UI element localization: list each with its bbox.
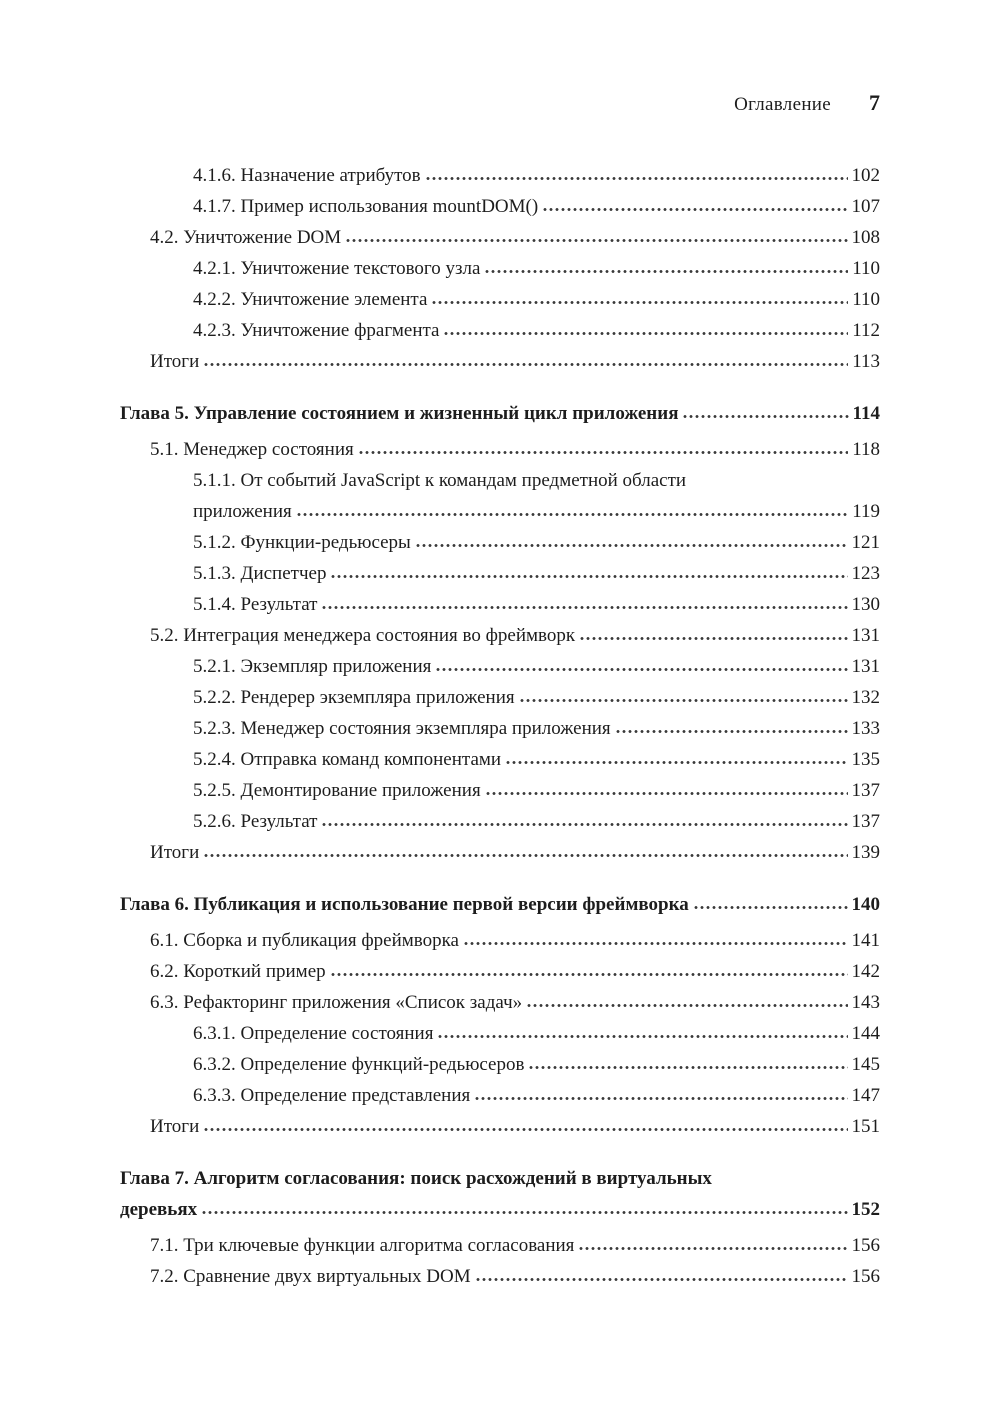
dot-leader xyxy=(202,1210,847,1215)
toc-entry xyxy=(120,987,880,1018)
dot-leader xyxy=(543,207,847,212)
toc-entry xyxy=(120,775,880,806)
toc-entry xyxy=(120,1111,880,1142)
toc-entry xyxy=(120,558,880,589)
toc-entry xyxy=(120,346,880,377)
toc-entry-title: 6.1. Сборка и публикация фреймворка xyxy=(150,930,459,951)
toc-entry xyxy=(120,1080,880,1111)
toc-entry-page-number: 139 xyxy=(851,842,880,863)
toc-entry xyxy=(120,925,880,956)
dot-leader xyxy=(520,698,848,703)
dot-leader xyxy=(436,667,847,672)
toc-entry-page-number: 143 xyxy=(851,992,880,1013)
dot-leader xyxy=(485,269,848,274)
toc-entry-title: 5.2.3. Менеджер состояния экземпляра приложения xyxy=(193,718,611,739)
toc-entry-title: 4.1.6. Назначение атрибутов xyxy=(193,165,421,186)
toc-entry-title: Итоги xyxy=(150,351,200,372)
toc-entry-page-number: 137 xyxy=(851,811,880,832)
toc-entry xyxy=(120,713,880,744)
toc-entry-page-number: 135 xyxy=(851,749,880,770)
dot-leader xyxy=(444,331,848,336)
header-page-number: 7 xyxy=(869,90,880,115)
toc-entry-title: 6.3. Рефакторинг приложения «Список задач» xyxy=(150,992,523,1013)
toc-entry xyxy=(120,806,880,837)
dot-leader xyxy=(322,822,847,827)
toc-entry-page-number: 156 xyxy=(851,1235,880,1256)
toc-entry-page-number: 108 xyxy=(851,227,880,248)
toc-entry xyxy=(120,620,880,651)
toc-chapter-entry xyxy=(120,1163,880,1225)
toc-entry xyxy=(120,160,880,191)
toc-entry-page-number: 119 xyxy=(852,501,880,522)
dot-leader xyxy=(204,1127,847,1132)
dot-leader xyxy=(616,729,848,734)
toc-entry-title: Глава 7. Алгоритм согласования: поиск расхождений в виртуальных xyxy=(120,1168,712,1189)
toc-entry-page-number: 131 xyxy=(851,625,880,646)
toc-entry-title: деревьях xyxy=(120,1199,198,1220)
dot-leader xyxy=(204,362,848,367)
dot-leader xyxy=(579,1246,847,1251)
toc-entry-title: Итоги xyxy=(150,1116,200,1137)
dot-leader xyxy=(416,543,848,548)
toc-entry-page-number: 107 xyxy=(851,196,880,217)
toc-entry xyxy=(120,956,880,987)
toc-entry-page-number: 141 xyxy=(851,930,880,951)
toc-entry-title: 5.1.3. Диспетчер xyxy=(193,563,327,584)
dot-leader xyxy=(438,1034,847,1039)
toc-entry-page-number: 123 xyxy=(851,563,880,584)
toc-entry-title: 5.1.1. От событий JavaScript к командам предметной области xyxy=(193,470,687,491)
dot-leader xyxy=(426,176,848,181)
dot-leader xyxy=(529,1065,847,1070)
toc-entry-title: 5.2.6. Результат xyxy=(193,811,318,832)
toc-entry-title: 7.1. Три ключевые функции алгоритма согласования xyxy=(150,1235,575,1256)
toc-entry-page-number: 130 xyxy=(851,594,880,615)
toc-entry-page-number: 113 xyxy=(852,351,880,372)
toc-entry xyxy=(120,191,880,222)
toc-entry-page-number: 140 xyxy=(851,894,880,915)
dot-leader xyxy=(694,905,848,910)
dot-leader xyxy=(580,636,847,641)
toc-entry-page-number: 132 xyxy=(851,687,880,708)
toc-entry-page-number: 131 xyxy=(851,656,880,677)
toc-entry-page-number: 102 xyxy=(851,165,880,186)
dot-leader xyxy=(464,941,848,946)
toc-entry-title: Глава 6. Публикация и использование первой версии фреймворка xyxy=(120,894,689,915)
toc-entry xyxy=(120,284,880,315)
toc-entry-page-number: 112 xyxy=(852,320,880,341)
toc-entry-page-number: 145 xyxy=(851,1054,880,1075)
toc-entry-page-number: 121 xyxy=(851,532,880,553)
toc-entry-title: 5.1.2. Функции-редьюсеры xyxy=(193,532,411,553)
dot-leader xyxy=(322,605,847,610)
dot-leader xyxy=(476,1277,848,1282)
toc-entry-title: Итоги xyxy=(150,842,200,863)
toc-entry xyxy=(120,222,880,253)
toc-entry-page-number: 114 xyxy=(852,403,880,424)
dot-leader xyxy=(204,853,847,858)
toc-entry xyxy=(120,682,880,713)
toc-entry xyxy=(120,1230,880,1261)
toc-entry-title: 6.3.3. Определение представления xyxy=(193,1085,471,1106)
toc-entry-title: 5.2.2. Рендерер экземпляра приложения xyxy=(193,687,515,708)
toc-entry-title: 6.3.1. Определение состояния xyxy=(193,1023,434,1044)
toc-entry xyxy=(120,744,880,775)
dot-leader xyxy=(346,238,847,243)
toc-entry xyxy=(120,1049,880,1080)
toc-entry-title: 4.1.7. Пример использования mountDOM() xyxy=(193,196,539,217)
toc-entry-title: 5.1. Менеджер состояния xyxy=(150,439,354,460)
page-header xyxy=(734,90,880,116)
toc-entry-page-number: 137 xyxy=(851,780,880,801)
toc-entry-title: 4.2.1. Уничтожение текстового узла xyxy=(193,258,481,279)
header-section-label: Оглавление xyxy=(734,94,831,115)
toc-entry-page-number: 110 xyxy=(852,258,880,279)
dot-leader xyxy=(475,1096,847,1101)
toc-entry-page-number: 144 xyxy=(851,1023,880,1044)
toc-entry-page-number: 133 xyxy=(851,718,880,739)
toc-entry xyxy=(120,1261,880,1292)
toc-entry-title: 5.2.5. Демонтирование приложения xyxy=(193,780,481,801)
toc-entry-title: 4.2.3. Уничтожение фрагмента xyxy=(193,320,440,341)
toc-chapter-entry xyxy=(120,398,880,429)
toc-entry-title: 5.2.4. Отправка команд компонентами xyxy=(193,749,502,770)
toc-entry-title: 7.2. Сравнение двух виртуальных DOM xyxy=(150,1266,471,1287)
toc-entry-page-number: 142 xyxy=(851,961,880,982)
toc-entry-page-number: 156 xyxy=(851,1266,880,1287)
toc-entry xyxy=(120,253,880,284)
dot-leader xyxy=(297,512,848,517)
dot-leader xyxy=(506,760,847,765)
toc-entry xyxy=(120,434,880,465)
toc-entry-title: 5.1.4. Результат xyxy=(193,594,318,615)
toc-entry xyxy=(120,589,880,620)
dot-leader xyxy=(432,300,848,305)
dot-leader xyxy=(331,972,848,977)
toc-entry xyxy=(120,527,880,558)
toc-entry-page-number: 118 xyxy=(852,439,880,460)
toc-entry-page-number: 151 xyxy=(851,1116,880,1137)
toc-entry-title: 5.2.1. Экземпляр приложения xyxy=(193,656,432,677)
dot-leader xyxy=(359,450,848,455)
table-of-contents xyxy=(120,160,880,1292)
toc-entry xyxy=(120,465,880,527)
toc-entry xyxy=(120,315,880,346)
dot-leader xyxy=(486,791,848,796)
toc-entry xyxy=(120,651,880,682)
toc-entry xyxy=(120,1018,880,1049)
toc-entry-title: приложения xyxy=(193,501,292,522)
toc-entry-title: 5.2. Интеграция менеджера состояния во фреймворк xyxy=(150,625,576,646)
toc-entry-page-number: 152 xyxy=(851,1199,880,1220)
toc-entry-title: 4.2. Уничтожение DOM xyxy=(150,227,342,248)
toc-entry xyxy=(120,837,880,868)
dot-leader xyxy=(683,414,848,419)
dot-leader xyxy=(527,1003,847,1008)
toc-entry-title: 4.2.2. Уничтожение элемента xyxy=(193,289,428,310)
toc-entry-title: Глава 5. Управление состоянием и жизненный цикл приложения xyxy=(120,403,679,424)
dot-leader xyxy=(331,574,847,579)
toc-entry-page-number: 147 xyxy=(851,1085,880,1106)
toc-entry-page-number: 110 xyxy=(852,289,880,310)
toc-entry-title: 6.3.2. Определение функций-редьюсеров xyxy=(193,1054,525,1075)
toc-chapter-entry xyxy=(120,889,880,920)
toc-entry-title: 6.2. Короткий пример xyxy=(150,961,326,982)
